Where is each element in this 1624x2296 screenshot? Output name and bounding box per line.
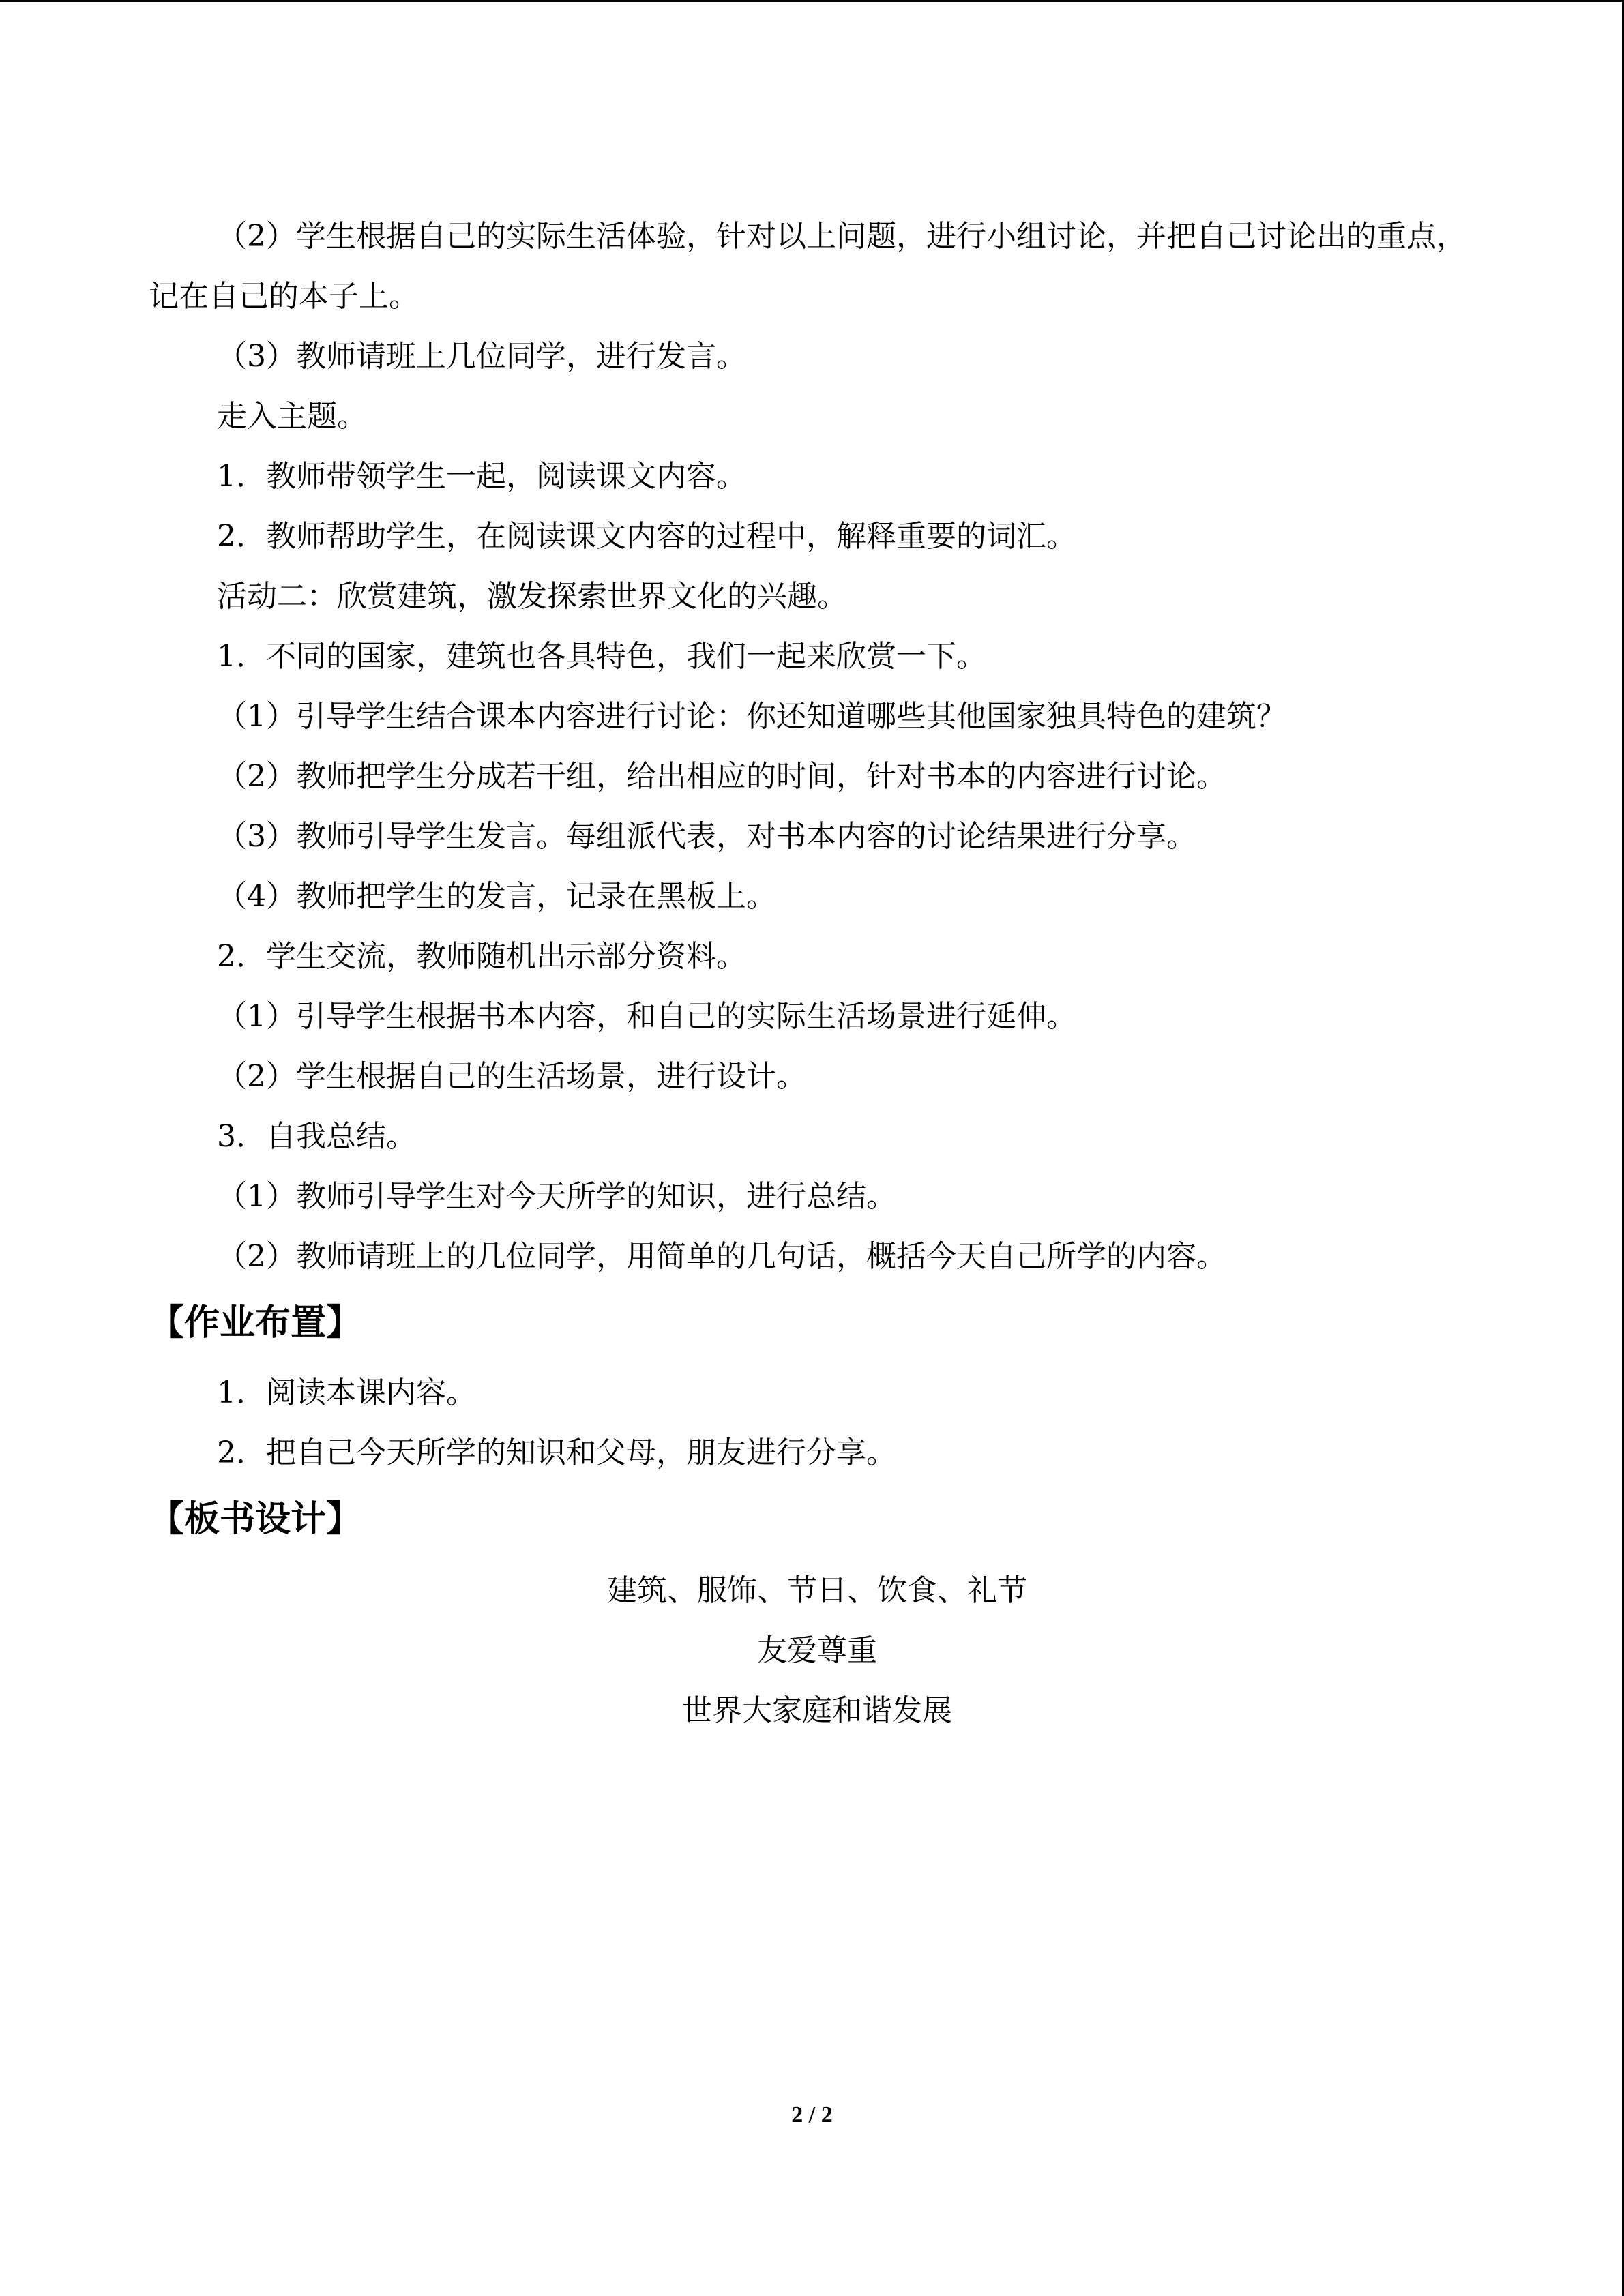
paragraph: （2）学生根据自己的实际生活体验，针对以上问题，进行小组讨论，并把自己讨论出的重点，记在自己的本子上。 <box>149 219 1466 314</box>
homework-item: 1．阅读本课内容。 <box>217 1375 476 1410</box>
homework-item: 2．把自己今天所学的知识和父母，朋友进行分享。 <box>217 1435 896 1470</box>
paragraph: （3）教师请班上几位同学，进行发言。 <box>217 339 746 374</box>
paragraph: （3）教师引导学生发言。每组派代表，对书本内容的讨论结果进行分享。 <box>217 819 1196 854</box>
paragraph: （2）教师把学生分成若干组，给出相应的时间，针对书本的内容进行讨论。 <box>217 759 1226 794</box>
board-line: 建筑、服饰、节日、饮食、礼节 <box>607 1573 1027 1608</box>
paragraph: 活动二：欣赏建筑，激发探索世界文化的兴趣。 <box>217 579 847 614</box>
paragraph: （1）引导学生结合课本内容进行讨论：你还知道哪些其他国家独具特色的建筑？ <box>217 699 1286 734</box>
board-design-heading: 【板书设计】 <box>149 1499 362 1540</box>
paragraph: （2）教师请班上的几位同学，用简单的几句话，概括今天自己所学的内容。 <box>217 1239 1226 1274</box>
paragraph: （2）学生根据自己的生活场景，进行设计。 <box>217 1059 806 1094</box>
paragraph: 2．教师帮助学生，在阅读课文内容的过程中，解释重要的词汇。 <box>217 519 1076 554</box>
board-design <box>149 1561 1486 1741</box>
paragraph: 走入主题。 <box>217 399 367 434</box>
paragraph: 2．学生交流，教师随机出示部分资料。 <box>217 939 746 974</box>
board-line: 世界大家庭和谐发展 <box>682 1693 952 1728</box>
board-line: 友爱尊重 <box>757 1633 877 1668</box>
paragraph: （1）教师引导学生对今天所学的知识，进行总结。 <box>217 1179 896 1214</box>
paragraph: （4）教师把学生的发言，记录在黑板上。 <box>217 879 776 914</box>
paragraph: 1．不同的国家，建筑也各具特色，我们一起来欣赏一下。 <box>217 639 986 674</box>
page-number: 2 / 2 <box>791 2102 833 2128</box>
paragraph: 1．教师带领学生一起，阅读课文内容。 <box>217 459 746 494</box>
homework-heading: 【作业布置】 <box>149 1302 362 1343</box>
paragraph: 3．自我总结。 <box>217 1119 416 1154</box>
document-body <box>149 207 1486 1741</box>
homework-list <box>149 1363 1486 1483</box>
paragraph: （1）引导学生根据书本内容，和自己的实际生活场景进行延伸。 <box>217 999 1076 1034</box>
